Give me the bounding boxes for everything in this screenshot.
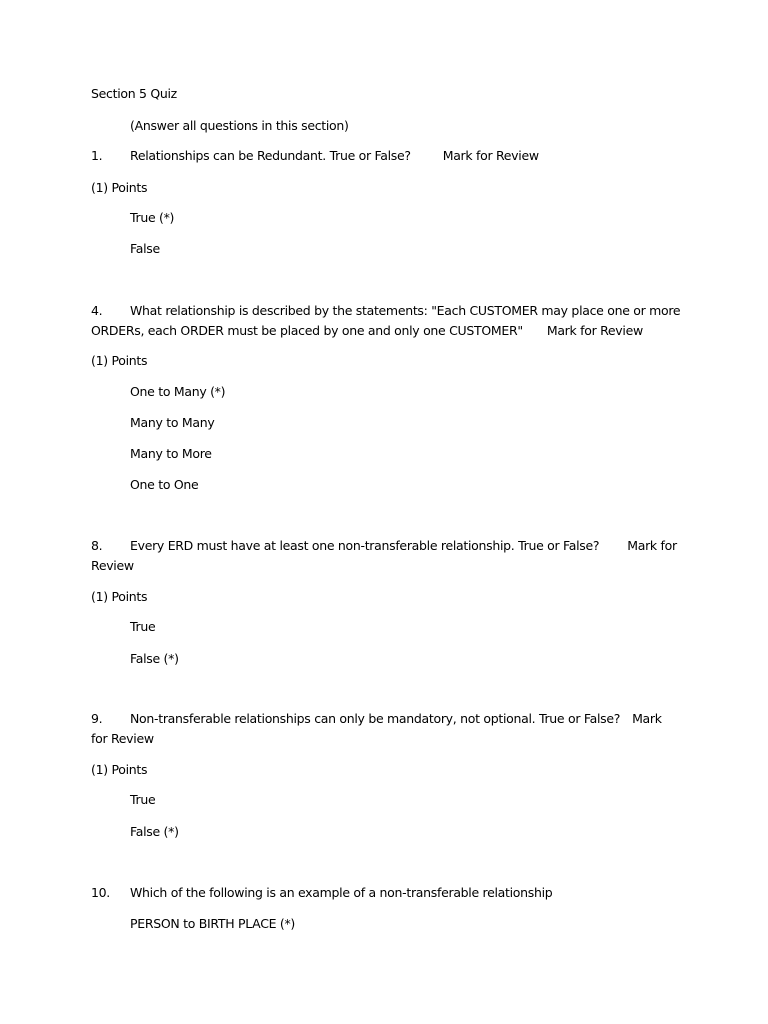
question-text: What relationship is described by the statements: "Each CUSTOMER may place one or more ORDERs, each ORDER must be placed by one and only one CUSTOMER" (91, 303, 681, 338)
points-label: (1) Points (91, 589, 148, 604)
instruction-text: (Answer all questions in this section) (130, 118, 349, 133)
question-number: 9. (91, 711, 103, 726)
answer-option[interactable]: False (*) (130, 824, 179, 839)
question-text: Non-transferable relationships can only be mandatory, not optional. True or False? (130, 711, 621, 726)
question-number: 4. (91, 303, 103, 318)
answer-option[interactable]: True (130, 792, 156, 807)
mark-for-review-link[interactable]: Mark for Review (91, 711, 662, 746)
answer-option[interactable]: Many to More (130, 446, 212, 461)
answer-option[interactable]: False (*) (130, 651, 179, 666)
question-text: Which of the following is an example of a non-transferable relationship (130, 885, 553, 900)
question-text-block (91, 709, 681, 748)
answer-option[interactable]: PERSON to BIRTH PLACE (*) (130, 916, 296, 931)
question-text-line (130, 146, 539, 165)
answer-option[interactable]: True (*) (130, 210, 175, 225)
points-label: (1) Points (91, 180, 148, 195)
question-text-block (91, 301, 691, 340)
mark-for-review-link[interactable]: Mark for Review (442, 148, 539, 163)
question-number: 10. (91, 885, 110, 900)
answer-option[interactable]: Many to Many (130, 415, 215, 430)
answer-option[interactable]: True (130, 619, 156, 634)
page-title: Section 5 Quiz (91, 86, 177, 101)
points-label: (1) Points (91, 762, 148, 777)
mark-for-review-link[interactable]: Mark for Review (546, 322, 643, 338)
question-text-block (91, 536, 681, 575)
question-text: Relationships can be Redundant. True or False? (130, 148, 411, 163)
answer-option[interactable]: One to One (130, 477, 199, 492)
points-label: (1) Points (91, 353, 148, 368)
mark-for-review-link[interactable]: Mark for Review (91, 538, 677, 573)
question-text: Every ERD must have at least one non-transferable relationship. True or False? (130, 538, 600, 553)
answer-option[interactable]: One to Many (*) (130, 384, 226, 399)
question-number: 8. (91, 538, 103, 553)
answer-option[interactable]: False (130, 241, 160, 256)
question-number: 1. (91, 148, 103, 163)
